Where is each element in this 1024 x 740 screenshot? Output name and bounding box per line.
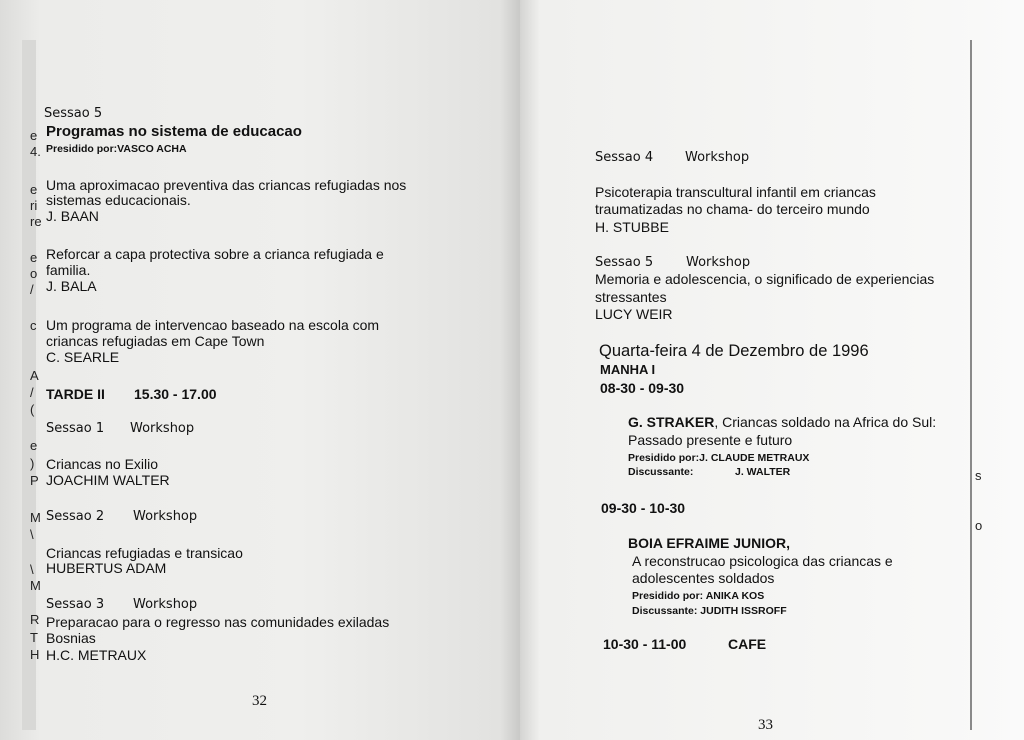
s3-title-line2: Bosnias — [46, 630, 96, 646]
slot2-discussant: Discussante: JUDITH ISSROFF — [632, 605, 787, 617]
slot1-speaker: G. STRAKER — [628, 414, 715, 430]
s4-title-line2: traumatizadas no chama- do terceiro mundo — [595, 201, 870, 217]
slot2-title-line1: A reconstrucao psicologica das criancas e — [632, 553, 893, 569]
page-edge-divider — [970, 40, 972, 730]
slot1-title-line1: , Criancas soldado na Africa do Sul: — [714, 414, 937, 430]
s1-title: Criancas no Exilio — [46, 456, 159, 472]
sessao5-label: Sessao 5 — [44, 106, 103, 121]
s1-type: Workshop — [130, 421, 195, 436]
s2-label: Sessao 2 — [46, 509, 105, 524]
slot1-time: 08-30 - 09-30 — [600, 380, 685, 396]
s4-author: H. STUBBE — [595, 219, 669, 235]
item1-line2: sistemas educacionais. — [46, 192, 191, 208]
s4-title-line1: Psicoterapia transcultural infantil em criancas — [595, 184, 876, 200]
day-heading: Quarta-feira 4 de Dezembro de 1996 — [599, 342, 869, 360]
slot1-chair: Presidido por:J. CLAUDE METRAUX — [628, 452, 810, 464]
item3-line1: Um programa de intervencao baseado na escola com — [46, 317, 380, 333]
s2-type: Workshop — [133, 509, 198, 524]
sessao5-title: Programas no sistema de educacao — [46, 123, 302, 140]
s2-author: HUBERTUS ADAM — [46, 560, 167, 576]
s3-title: Preparacao para o regresso nas comunidades exiladas — [46, 614, 390, 630]
sessao5-chair: Presidido por:VASCO ACHA — [46, 143, 187, 155]
page-number-left: 32 — [252, 693, 267, 709]
s5-title-line2: stressantes — [595, 289, 667, 305]
item3-author: C. SEARLE — [46, 349, 120, 365]
slot2-time: 09-30 - 10-30 — [601, 500, 686, 516]
right-page: Sessao 4 Workshop Psicoterapia transcultural infantil em criancas traumatizadas no chama- do terceiro mundo H. STUBBE Sessao 5 Workshop Memoria e adolescencia, o significado de experiencias stressantes LUCY WEIR Quarta-feira 4 de Dezembro de 1996 MANHA I 08-30 - 09-30 G. STRAKER, Criancas soldado na Africa do Sul: Passado presente e futuro Presidido por:J. CLAUDE METRAUX Discussante: J. WALTER 09-30 - 10-30 BOIA EFRAIME JUNIOR, A reconstrucao psicologica das criancas e adolescentes soldados Presidido por: ANIKA KOS Discussante: JUDITH ISSROFF 10-30 - 11-00 CAFE 33 s o — [520, 0, 1024, 740]
s3-label: Sessao 3 — [46, 597, 105, 612]
item2-author: J. BALA — [46, 278, 97, 294]
slot1-heading — [628, 414, 936, 430]
manha-label: MANHA I — [600, 362, 656, 377]
item2-line2: familia. — [46, 262, 91, 278]
slot1-title-line2: Passado presente e futuro — [628, 432, 793, 448]
slot3-time: 10-30 - 11-00 — [603, 636, 687, 652]
s3-type: Workshop — [133, 597, 198, 612]
left-page: e 4. e ri re e o / c A / ( e ) P M \ \ M R T H Sessao 5 Programas no sistema de educacao Presidido por:VASCO ACHA Uma aproximacao preventiva das criancas refugiadas nos sistemas educacionais. J. BAAN Reforcar a capa protectiva sobre a crianca refugiada e familia. J. BALA Um programa de intervencao baseado na escola com criancas refugiadas em Cape Town C. SEARLE TARDE II 15.30 - 17.00 Sessao 1 Workshop Criancas no Exilio JOACHIM WALTER Sessao 2 Workshop Criancas refugiadas e transicao HUBERTUS ADAM Sessao 3 Workshop Preparacao para o regresso nas comunidades exiladas Bosnias H.C. METRAUX 32 — [0, 0, 520, 740]
page-number-right: 33 — [758, 717, 773, 733]
slot2-speaker: BOIA EFRAIME JUNIOR, — [628, 535, 791, 551]
item2-line1: Reforcar a capa protectiva sobre a crianca refugiada e — [46, 246, 384, 262]
tarde-label: TARDE II — [46, 386, 105, 402]
s3-author: H.C. METRAUX — [46, 647, 147, 663]
s4-type: Workshop — [685, 150, 750, 165]
slot1-discussant: J. WALTER — [735, 466, 791, 478]
slot3-label: CAFE — [728, 636, 767, 652]
s5-author: LUCY WEIR — [595, 306, 673, 322]
s5-title-line1: Memoria e adolescencia, o significado de experiencias — [595, 271, 935, 287]
s1-label: Sessao 1 — [46, 421, 105, 436]
s4-label: Sessao 4 — [595, 150, 654, 165]
slot2-title-line2: adolescentes soldados — [632, 570, 775, 586]
item1-author: J. BAAN — [46, 208, 99, 224]
s5-type: Workshop — [686, 255, 751, 270]
slot1-discussant-label: Discussante: — [628, 466, 694, 478]
s2-title: Criancas refugiadas e transicao — [46, 545, 243, 561]
s5-label: Sessao 5 — [595, 255, 654, 270]
tarde-time: 15.30 - 17.00 — [134, 386, 217, 402]
s1-author: JOACHIM WALTER — [46, 472, 170, 488]
item3-line2: criancas refugiadas em Cape Town — [46, 333, 265, 349]
slot2-chair: Presidido por: ANIKA KOS — [632, 590, 765, 602]
item1-line1: Uma aproximacao preventiva das criancas refugiadas nos — [46, 177, 407, 193]
